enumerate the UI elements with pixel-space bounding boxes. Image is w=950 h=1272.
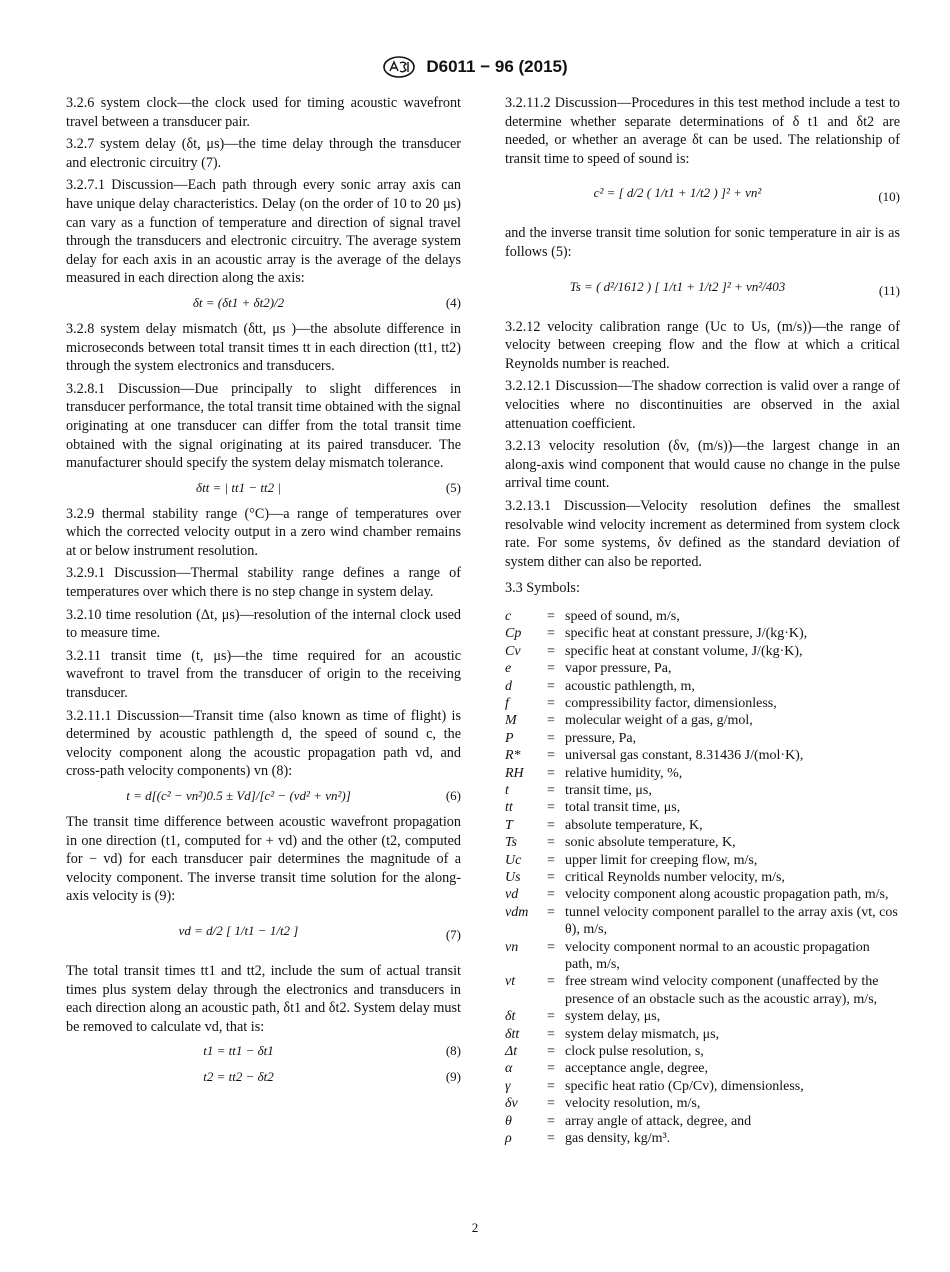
symbol-definition: speed of sound, m/s,	[565, 608, 680, 624]
para-3-2-9: 3.2.9 thermal stability range (°C)—a range of temperatures over which the corrected velocity output in a zero wind chamber remains at or below instrument resolution.	[66, 505, 461, 559]
symbol-name: R*	[505, 748, 521, 764]
symbol-name: Ts	[505, 835, 517, 851]
equation-8	[66, 1042, 461, 1062]
para-3-2-7: 3.2.7 system delay (δt, μs)—the time delay through the transducer and electronic circuitry (7).	[66, 136, 461, 171]
symbol-definition: acceptance angle, degree,	[565, 1061, 709, 1077]
symbol-equals: =	[547, 1044, 555, 1060]
symbol-name: ρ	[505, 1131, 512, 1147]
symbol-name: γ	[505, 1078, 511, 1094]
symbol-row	[505, 973, 900, 1008]
symbol-row	[505, 1043, 900, 1060]
symbol-definition: pressure, Pa,	[565, 730, 637, 746]
symbol-equals: =	[547, 904, 555, 920]
symbol-equals: =	[547, 730, 555, 746]
symbol-name: tt	[505, 800, 513, 816]
symbol-name: δtt	[505, 1026, 520, 1042]
symbol-definition: array angle of attack, degree, and	[565, 1113, 752, 1129]
symbol-name: t	[505, 782, 509, 798]
symbol-name: RH	[505, 765, 524, 781]
symbol-name: c	[505, 608, 512, 624]
equation-9-expr: t2 = tt2 − δt2	[203, 1069, 274, 1085]
para-3-2-12: 3.2.12 velocity calibration range (Uc to Us, (m/s))—the range of velocity between creeping flow and the flow at which a critical Reynolds number is reached.	[505, 318, 900, 372]
symbol-name: vn	[505, 939, 519, 955]
symbol-name: Δt	[505, 1044, 518, 1060]
symbol-row	[505, 1130, 900, 1147]
symbol-name: T	[505, 817, 513, 833]
symbol-equals: =	[547, 695, 555, 711]
para-3-2-8: 3.2.8 system delay mismatch (δtt, μs )—the absolute difference in microseconds between total transit times tt in each direction (tt1, tt2) through the system electronics and transducers.	[66, 320, 461, 375]
equation-11-number: (11)	[878, 282, 900, 298]
para-3-2-11: 3.2.11 transit time (t, μs)—the time required for an acoustic wavefront to travel from the transducer of origin to the receiving transducer.	[66, 647, 461, 702]
symbol-row	[505, 1026, 900, 1043]
equation-7-number: (7)	[445, 926, 461, 942]
symbols-list	[505, 608, 900, 1148]
document-designation: D6011 − 96 (2015)	[426, 57, 568, 76]
symbol-definition: total transit time, μs,	[565, 800, 681, 816]
symbol-definition: free stream wind velocity component (unaffected by the presence of an obstacle such as the acoustic array), m/s,	[565, 974, 879, 1007]
symbol-name: vdm	[505, 904, 529, 920]
symbol-name: δv	[505, 1096, 518, 1112]
symbol-equals: =	[547, 626, 555, 642]
symbol-name: f	[505, 695, 509, 711]
symbol-equals: =	[547, 748, 555, 764]
symbol-row	[505, 817, 900, 834]
symbol-equals: =	[547, 887, 555, 903]
symbol-row	[505, 712, 900, 729]
symbol-equals: =	[547, 678, 555, 694]
symbol-equals: =	[547, 1061, 555, 1077]
symbol-row	[505, 782, 900, 799]
symbol-row	[505, 1078, 900, 1095]
symbol-row	[505, 625, 900, 642]
equation-11-expr: Ts = ( d²/1612 ) [ 1/t1 + 1/t2 ]² + vn²/403	[569, 278, 786, 294]
symbol-row	[505, 939, 900, 974]
symbol-definition: clock pulse resolution, s,	[565, 1044, 704, 1060]
para-transit-difference: The transit time difference between acoustic wavefront propagation in one direction (t1, computed for + vd) and the other (t2, computed for − vd) for each transducer pair determines the magnitude of a velocity component. The inverse transit time solution for the along-axis velocity is (9):	[66, 814, 461, 905]
equation-4-expr: δt = (δt1 + δt2)/2	[192, 294, 285, 310]
symbol-row	[505, 678, 900, 695]
symbol-definition: velocity component normal to an acoustic propagation path, m/s,	[565, 939, 870, 972]
symbol-name: M	[505, 713, 517, 729]
symbol-row	[505, 886, 900, 903]
equation-4	[66, 294, 461, 314]
symbol-row	[505, 730, 900, 747]
symbol-equals: =	[547, 1131, 555, 1147]
symbol-definition: critical Reynolds number velocity, m/s,	[565, 869, 785, 885]
symbol-definition: system delay mismatch, μs,	[565, 1026, 720, 1042]
symbol-equals: =	[547, 852, 555, 868]
symbol-row	[505, 747, 900, 764]
symbol-equals: =	[547, 800, 555, 816]
symbol-equals: =	[547, 608, 555, 624]
symbol-equals: =	[547, 835, 555, 851]
symbol-definition: compressibility factor, dimensionless,	[565, 695, 777, 711]
symbol-name: α	[505, 1061, 513, 1077]
equation-6-expr: t = d[(c² − vn²)0.5 ± Vd]/[c² − (vd² + vn²)]	[126, 788, 351, 803]
equation-10-expr: c² = [ d/2 ( 1/t1 + 1/t2 ) ]² + vn²	[593, 185, 762, 201]
equation-10	[505, 174, 900, 218]
para-3-2-11-1: 3.2.11.1 Discussion—Transit time (also known as time of flight) is determined by acoustic pathlength d, the speed of sound c, the velocity component along the acoustic propagation path vd, and cross-path velocity components) vn (8):	[66, 707, 461, 780]
symbol-equals: =	[547, 782, 555, 798]
symbol-definition: universal gas constant, 8.31436 J/(mol·K),	[565, 748, 804, 764]
symbol-row	[505, 834, 900, 851]
para-3-2-10: 3.2.10 time resolution (Δt, μs)—resolution of the internal clock used to measure time.	[66, 606, 461, 642]
symbol-name: δt	[505, 1009, 516, 1025]
equation-5-expr: δtt = | tt1 − tt2 |	[196, 479, 281, 495]
symbol-row	[505, 904, 900, 939]
para-3-2-6: 3.2.6 system clock—the clock used for timing acoustic wavefront travel between a transducer pair.	[66, 95, 461, 130]
symbol-row	[505, 1008, 900, 1025]
symbol-name: e	[505, 661, 512, 677]
para-total-transit: The total transit times tt1 and tt2, include the sum of actual transit times plus system delay through the electronics and transducers in each direction along an acoustic path, δt1 and δt2. System delay must be removed to calculate vd, that is:	[66, 962, 461, 1035]
symbol-name: P	[505, 730, 514, 746]
page-number: 2	[471, 1220, 479, 1235]
symbol-definition: vapor pressure, Pa,	[565, 661, 672, 677]
symbol-row	[505, 643, 900, 660]
equation-5-number: (5)	[445, 479, 461, 495]
equation-8-expr: t1 = tt1 − δt1	[203, 1043, 274, 1059]
symbol-equals: =	[547, 1096, 555, 1112]
equation-6-number: (6)	[445, 788, 461, 803]
symbol-equals: =	[547, 869, 555, 885]
symbol-definition: specific heat ratio (Cp/Cv), dimensionless,	[565, 1078, 804, 1094]
symbol-equals: =	[547, 939, 555, 955]
page-header	[0, 56, 950, 78]
symbol-definition: specific heat at constant volume, J/(kg·K),	[565, 643, 803, 659]
equation-10-number: (10)	[878, 189, 900, 205]
para-3-2-8-1: 3.2.8.1 Discussion—Due principally to slight differences in transducer performance, the total transit time obtained with the signal originating at one transducer can differ from the total transit time obtained with the signal originating at its paired transducer. The manufacturer should specify the system delay mismatch tolerance.	[66, 380, 461, 472]
symbol-row	[505, 608, 900, 625]
symbol-definition: velocity resolution, m/s,	[565, 1096, 701, 1112]
symbol-row	[505, 660, 900, 677]
symbol-name: vd	[505, 887, 519, 903]
symbol-definition: relative humidity, %,	[565, 765, 683, 781]
symbols-heading: 3.3 Symbols:	[505, 580, 580, 597]
equation-9-number: (9)	[445, 1069, 461, 1085]
equation-9	[66, 1068, 461, 1088]
para-sonic-temperature: and the inverse transit time solution for sonic temperature in air is as follows (5):	[505, 225, 900, 260]
symbol-row	[505, 1113, 900, 1130]
symbol-equals: =	[547, 974, 555, 990]
symbol-name: Uc	[505, 852, 522, 868]
equation-8-number: (8)	[445, 1043, 461, 1059]
para-3-2-7-1: 3.2.7.1 Discussion—Each path through every sonic array axis can have unique delay characteristics. Delay (on the order of 10 to 20 μs) can vary as a function of temperature and direction of signal travel through the transducers and electronic circuitry. The average system delay for each axis in an acoustic array is the average of the delays measured in each direction along the axis:	[66, 177, 461, 287]
symbol-row	[505, 869, 900, 886]
symbol-equals: =	[547, 1078, 555, 1094]
symbol-equals: =	[547, 1009, 555, 1025]
right-column	[505, 94, 900, 1147]
equation-6	[66, 787, 461, 807]
symbol-name: d	[505, 678, 512, 694]
symbol-name: Cv	[505, 643, 521, 659]
symbol-equals: =	[547, 1113, 555, 1129]
symbol-row	[505, 799, 900, 816]
equation-7	[66, 912, 461, 956]
symbol-equals: =	[547, 713, 555, 729]
symbol-definition: velocity component along acoustic propagation path, m/s,	[565, 887, 889, 903]
symbol-definition: molecular weight of a gas, g/mol,	[565, 713, 753, 729]
symbol-definition: gas density, kg/m³.	[565, 1131, 671, 1147]
symbol-definition: specific heat at constant pressure, J/(kg·K),	[565, 626, 808, 642]
para-3-2-13: 3.2.13 velocity resolution (δv, (m/s))—the largest change in an along-axis wind component that would cause no change in the pulse arrival time count.	[505, 438, 900, 492]
left-column	[66, 94, 461, 1094]
symbol-row	[505, 1095, 900, 1112]
symbol-definition: transit time, μs,	[565, 782, 652, 798]
symbol-row	[505, 852, 900, 869]
symbol-row	[505, 765, 900, 782]
symbol-name: Us	[505, 869, 521, 885]
symbol-equals: =	[547, 1026, 555, 1042]
symbol-row	[505, 695, 900, 712]
symbol-row	[505, 1060, 900, 1077]
symbol-equals: =	[547, 817, 555, 833]
symbol-definition: absolute temperature, K,	[565, 817, 703, 833]
symbol-definition: tunnel velocity component parallel to the array axis (vt, cos θ), m/s,	[565, 904, 898, 938]
astm-logo-icon	[382, 56, 416, 78]
symbol-name: vt	[505, 974, 516, 990]
symbol-name: θ	[505, 1113, 512, 1129]
symbol-equals: =	[547, 643, 555, 659]
equation-5	[66, 479, 461, 499]
para-3-2-13-1: 3.2.13.1 Discussion—Velocity resolution defines the smallest resolvable wind velocity increment as determined from system clock rate. For some systems, δv defined as the standard deviation of system dither can also be reported.	[505, 497, 900, 570]
symbol-definition: acoustic pathlength, m,	[565, 678, 695, 694]
symbol-definition: system delay, μs,	[565, 1009, 661, 1025]
para-3-2-12-1: 3.2.12.1 Discussion—The shadow correction is valid over a range of velocities where no discontinuities are observed in the axial attenuation coefficient.	[505, 378, 900, 432]
symbol-equals: =	[547, 661, 555, 677]
symbol-definition: sonic absolute temperature, K,	[565, 835, 736, 851]
para-3-2-11-2: 3.2.11.2 Discussion—Procedures in this test method include a test to determine whether separate determinations of δ t1 and δt2 are needed, or whether an average δt can be used. The relationship of transit time to speed of sound is:	[505, 95, 900, 167]
symbol-name: Cp	[505, 626, 522, 642]
equation-11	[505, 268, 900, 312]
equation-4-number: (4)	[445, 294, 461, 310]
equation-7-expr: vd = d/2 [ 1/t1 − 1/t2 ]	[178, 922, 299, 938]
symbol-equals: =	[547, 765, 555, 781]
para-3-2-9-1: 3.2.9.1 Discussion—Thermal stability range defines a range of temperatures over which there is no step change in system delay.	[66, 565, 461, 601]
symbol-definition: upper limit for creeping flow, m/s,	[565, 852, 758, 868]
